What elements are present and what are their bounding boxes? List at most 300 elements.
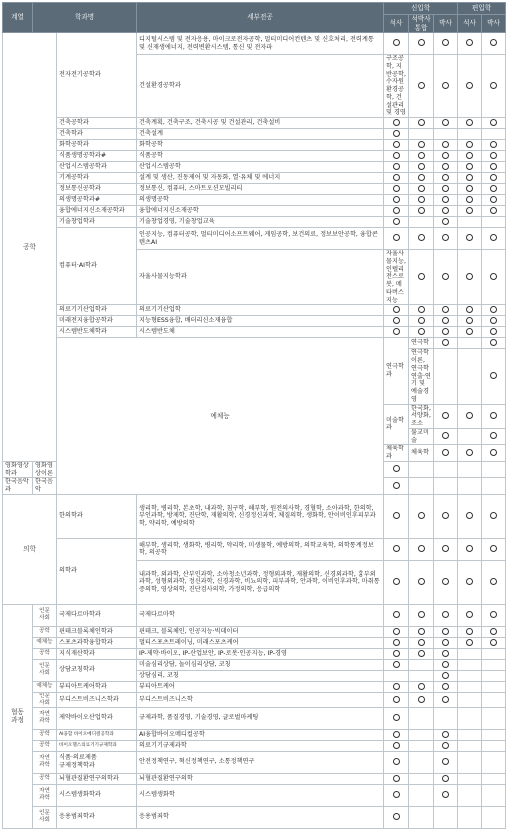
availability-cell (409, 604, 434, 626)
available-circle-icon (490, 273, 497, 280)
available-circle-icon (442, 449, 449, 456)
available-circle-icon (393, 306, 400, 313)
available-circle-icon (466, 152, 473, 159)
major-cell: 한국화, 서양화, 조소 (409, 404, 434, 428)
availability-cell (458, 316, 482, 327)
available-circle-icon (418, 196, 425, 203)
available-circle-icon (418, 328, 425, 335)
available-circle-icon (442, 39, 449, 46)
major-cell: 안전정책연구, 혁신정책연구, 소통정책연구 (137, 751, 384, 773)
available-circle-icon (393, 174, 400, 181)
availability-cell (409, 173, 434, 184)
available-circle-icon (393, 234, 400, 241)
department-cell: 연극학과 (384, 338, 409, 404)
availability-cell (482, 659, 506, 670)
header-category: 계열 (3, 3, 33, 33)
available-circle-icon (393, 163, 400, 170)
availability-cell (482, 637, 506, 648)
availability-cell (434, 206, 458, 217)
department-cell: 응용범죄학과 (57, 806, 137, 828)
availability-cell (482, 33, 506, 55)
availability-cell (409, 305, 434, 316)
availability-cell (458, 637, 482, 648)
available-circle-icon (442, 661, 449, 668)
availability-cell (409, 681, 434, 692)
availability-cell (434, 33, 458, 55)
available-circle-icon (418, 611, 425, 618)
available-circle-icon (393, 545, 400, 552)
available-circle-icon (393, 512, 400, 519)
availability-cell (384, 140, 409, 151)
availability-cell (482, 494, 506, 538)
availability-cell (434, 637, 458, 648)
department-cell: 의학과 (57, 538, 137, 604)
availability-cell (434, 659, 458, 670)
available-circle-icon (418, 545, 425, 552)
available-circle-icon (393, 742, 400, 749)
availability-cell (384, 494, 409, 538)
availability-cell (458, 404, 482, 428)
availability-cell (482, 773, 506, 784)
department-cell: 화학공학과 (57, 140, 137, 151)
department-cell: AI융합 바이오메디컬공학과 (57, 729, 137, 740)
available-circle-icon (393, 218, 400, 225)
table-row (3, 806, 506, 828)
availability-cell (384, 538, 409, 560)
available-circle-icon (418, 174, 425, 181)
availability-cell (458, 195, 482, 206)
major-cell: 디지털시스템 및 전자응용, 마이크로전자공학, 멀티미디어컨텐츠 및 신호처리, 전력계통 및 신재생에너지, 전력변환시스템, 통신 및 전자파 (137, 33, 384, 55)
available-circle-icon (393, 650, 400, 657)
availability-cell (434, 604, 458, 626)
major-cell: 불교미술 (409, 428, 434, 445)
table-row (3, 305, 506, 316)
availability-cell (458, 338, 482, 349)
availability-cell (434, 151, 458, 162)
availability-cell (482, 250, 506, 305)
table-row (3, 784, 506, 806)
availability-cell (409, 692, 434, 707)
department-cell: 융합에너지신소재공학과 (57, 206, 137, 217)
available-circle-icon (490, 82, 497, 89)
available-circle-icon (466, 545, 473, 552)
availability-cell (409, 740, 434, 751)
major-cell: 뇌혈관질환연구의학 (137, 773, 384, 784)
availability-cell (458, 140, 482, 151)
table-row (3, 118, 506, 129)
availability-cell (434, 338, 458, 349)
available-circle-icon (442, 82, 449, 89)
available-circle-icon (418, 141, 425, 148)
graduate-programs-table (2, 2, 506, 829)
availability-cell (434, 118, 458, 129)
availability-cell (409, 33, 434, 55)
availability-cell (458, 681, 482, 692)
subcategory-cell: 공학 (33, 626, 57, 637)
available-circle-icon (490, 207, 497, 214)
availability-cell (482, 140, 506, 151)
availability-cell (482, 206, 506, 217)
subcategory-cell: 공학 (33, 773, 57, 784)
availability-cell (409, 538, 434, 560)
availability-cell (384, 560, 409, 604)
department-cell: 식품생명공학과# (57, 151, 137, 162)
available-circle-icon (442, 141, 449, 148)
major-cell: 내과학, 외과학, 산부인과학, 소아청소년과학, 정형외과학, 재활의학, 신경외과학, 흉부외과학, 성형외과학, 정신과학, 신경과학, 비뇨의학, 피부과학, 안과학, 이비인후과학, 마취통증의학, 영상의학, 진단검사의학, 가정의학, 응급의학 (137, 560, 384, 604)
availability-cell (434, 494, 458, 538)
availability-cell (482, 338, 506, 349)
available-circle-icon (490, 339, 497, 346)
table-row (3, 129, 506, 140)
availability-cell (409, 784, 434, 806)
availability-cell (434, 404, 458, 428)
available-circle-icon (418, 119, 425, 126)
available-circle-icon (393, 185, 400, 192)
available-circle-icon (466, 196, 473, 203)
available-circle-icon (393, 482, 400, 489)
available-circle-icon (490, 611, 497, 618)
subcategory-cell: 인문 사회 (33, 604, 57, 626)
availability-cell (458, 305, 482, 316)
availability-cell (434, 316, 458, 327)
availability-cell (384, 751, 409, 773)
availability-cell (434, 648, 458, 659)
availability-cell (458, 118, 482, 129)
available-circle-icon (490, 185, 497, 192)
availability-cell (482, 327, 506, 338)
availability-cell (409, 195, 434, 206)
available-circle-icon (418, 163, 425, 170)
availability-cell (458, 162, 482, 173)
department-cell: 기술창업학과 (57, 217, 137, 228)
available-circle-icon (442, 119, 449, 126)
department-cell: 뇌혈관질환연구의학과 (57, 773, 137, 784)
available-circle-icon (393, 317, 400, 324)
availability-cell (434, 626, 458, 637)
department-cell: 자율사물지능학과 (137, 250, 384, 305)
available-circle-icon (393, 714, 400, 721)
availability-cell (482, 404, 506, 428)
available-circle-icon (418, 639, 425, 646)
subcategory-cell: 자연 과학 (33, 784, 57, 806)
major-cell: 체육학 (409, 445, 434, 462)
available-circle-icon (393, 465, 400, 472)
available-circle-icon (442, 512, 449, 519)
availability-cell (482, 692, 506, 707)
available-circle-icon (393, 39, 400, 46)
major-cell: 설계 및 생산, 진동제어 및 자동화, 열·유체 및 에너지 (137, 173, 384, 184)
available-circle-icon (490, 639, 497, 646)
available-circle-icon (490, 152, 497, 159)
availability-cell (434, 305, 458, 316)
available-circle-icon (466, 141, 473, 148)
availability-cell (434, 740, 458, 751)
available-circle-icon (466, 628, 473, 635)
availability-cell (482, 707, 506, 729)
availability-cell (409, 327, 434, 338)
availability-cell (434, 349, 458, 404)
availability-cell (482, 195, 506, 206)
available-circle-icon (442, 218, 449, 225)
major-cell: 의생명공학 (137, 195, 384, 206)
major-cell: AI융합바이오메디컬공학 (137, 729, 384, 740)
availability-cell (482, 349, 506, 404)
table-row (3, 773, 506, 784)
available-circle-icon (442, 432, 449, 439)
availability-cell (482, 184, 506, 195)
available-circle-icon (442, 339, 449, 346)
availability-cell (458, 55, 482, 118)
availability-cell (434, 217, 458, 228)
table-row (3, 206, 506, 217)
table-row (3, 184, 506, 195)
availability-cell (409, 560, 434, 604)
availability-cell (482, 217, 506, 228)
available-circle-icon (490, 628, 497, 635)
subcategory-cell: 예체능 (33, 637, 57, 648)
available-circle-icon (442, 234, 449, 241)
major-cell: 뷰티아트케어 (137, 681, 384, 692)
availability-cell (384, 740, 409, 751)
department-cell: 전자전기공학과 (57, 33, 137, 118)
table-row (3, 140, 506, 151)
availability-cell (384, 659, 409, 670)
availability-cell (482, 316, 506, 327)
department-cell: 식품·의료제품 규제정책학과 (57, 751, 137, 773)
department-cell: 한국음악과 (3, 478, 33, 495)
availability-cell (482, 461, 506, 478)
department-cell: 부디스트비즈니스학과 (57, 692, 137, 707)
availability-cell (409, 751, 434, 773)
availability-cell (458, 659, 482, 670)
major-cell: 의료기기규제과학 (137, 740, 384, 751)
available-circle-icon (490, 328, 497, 335)
available-circle-icon (466, 512, 473, 519)
availability-cell (482, 445, 506, 462)
major-cell: 멀티스포츠트레이닝, 미래스포츠케어 (137, 637, 384, 648)
major-cell: 시스템반도체 (137, 327, 384, 338)
availability-cell (458, 428, 482, 445)
table-row (3, 626, 506, 637)
major-cell: 시스템생화학 (137, 784, 384, 806)
available-circle-icon (393, 683, 400, 690)
available-circle-icon (442, 207, 449, 214)
available-circle-icon (442, 696, 449, 703)
availability-cell (482, 228, 506, 250)
availability-cell (409, 151, 434, 162)
available-circle-icon (442, 650, 449, 657)
availability-cell (458, 250, 482, 305)
subcategory-cell: 자연 과학 (33, 707, 57, 729)
availability-cell (482, 670, 506, 681)
availability-cell (458, 648, 482, 659)
table-row (3, 327, 506, 338)
subcategory-cell: 인문 사회 (33, 692, 57, 707)
availability-cell (409, 494, 434, 538)
availability-cell (409, 637, 434, 648)
available-circle-icon (490, 141, 497, 148)
availability-cell (384, 681, 409, 692)
major-cell: 응용범죄학 (137, 806, 384, 828)
availability-cell (458, 494, 482, 538)
availability-cell (434, 681, 458, 692)
available-circle-icon (466, 273, 473, 280)
availability-cell (434, 445, 458, 462)
availability-cell (458, 349, 482, 404)
availability-cell (434, 707, 458, 729)
availability-cell (409, 461, 434, 478)
availability-cell (409, 206, 434, 217)
available-circle-icon (442, 791, 449, 798)
subcategory-cell: 인문 사회 (33, 659, 57, 681)
department-cell: 뷰티아트케어학과 (57, 681, 137, 692)
category-cell: 예체능 (57, 338, 384, 495)
table-row (3, 173, 506, 184)
available-circle-icon (490, 119, 497, 126)
department-cell: 핀테크블록체인학과 (57, 626, 137, 637)
available-circle-icon (418, 185, 425, 192)
available-circle-icon (466, 39, 473, 46)
department-cell: 영화영상학과 (3, 461, 33, 478)
availability-cell (434, 327, 458, 338)
table-row (3, 338, 506, 349)
table-row (3, 494, 506, 538)
available-circle-icon (490, 432, 497, 439)
table-row (3, 195, 506, 206)
department-cell: 건축공학과 (57, 118, 137, 129)
availability-cell (458, 560, 482, 604)
availability-cell (458, 461, 482, 478)
availability-cell (482, 129, 506, 140)
available-circle-icon (466, 412, 473, 419)
major-cell: 연극학 (409, 338, 434, 349)
availability-cell (458, 626, 482, 637)
major-cell: IP-제약·바이오, IP-산업보안, IP-로봇·인공지능, IP-경영 (137, 648, 384, 659)
availability-cell (409, 118, 434, 129)
availability-cell (409, 316, 434, 327)
available-circle-icon (442, 174, 449, 181)
available-circle-icon (442, 742, 449, 749)
major-cell: 기술창업경영, 기술창업교육 (137, 217, 384, 228)
availability-cell (409, 250, 434, 305)
available-circle-icon (393, 628, 400, 635)
available-circle-icon (442, 578, 449, 585)
availability-cell (384, 118, 409, 129)
availability-cell (384, 305, 409, 316)
availability-cell (409, 773, 434, 784)
availability-cell (482, 428, 506, 445)
department-cell: 상담코칭학과 (57, 659, 137, 681)
major-cell: 부디스트비즈니스학 (137, 692, 384, 707)
major-cell: 영화영상이론 (33, 461, 57, 478)
available-circle-icon (442, 683, 449, 690)
availability-cell (434, 250, 458, 305)
header-doctor: 박사 (434, 15, 458, 33)
subcategory-cell: 자연 과학 (33, 751, 57, 773)
availability-cell (434, 784, 458, 806)
available-circle-icon (466, 611, 473, 618)
category-cell: 협동 과정 (3, 604, 33, 828)
availability-cell (482, 173, 506, 184)
major-cell: 지능형ESS융합, 배터리신소재융합 (137, 316, 384, 327)
availability-cell (384, 33, 409, 55)
availability-cell (409, 806, 434, 828)
availability-cell (384, 806, 409, 828)
available-circle-icon (393, 141, 400, 148)
available-circle-icon (418, 696, 425, 703)
available-circle-icon (490, 39, 497, 46)
department-cell: 의료기기산업학과 (57, 305, 137, 316)
available-circle-icon (490, 306, 497, 313)
availability-cell (434, 162, 458, 173)
available-circle-icon (393, 696, 400, 703)
availability-cell (482, 604, 506, 626)
availability-cell (384, 206, 409, 217)
department-cell: 시스템생화학과 (57, 784, 137, 806)
availability-cell (482, 751, 506, 773)
availability-cell (458, 707, 482, 729)
subcategory-cell: 공학 (33, 729, 57, 740)
department-cell: 국제다르마학과 (57, 604, 137, 626)
table-row (3, 729, 506, 740)
available-circle-icon (490, 174, 497, 181)
availability-cell (458, 129, 482, 140)
available-circle-icon (442, 317, 449, 324)
availability-cell (482, 55, 506, 118)
table-row (3, 316, 506, 327)
availability-cell (458, 784, 482, 806)
availability-cell (434, 538, 458, 560)
department-cell: 시스템반도체학과 (57, 327, 137, 338)
availability-cell (458, 228, 482, 250)
available-circle-icon (393, 578, 400, 585)
availability-cell (409, 140, 434, 151)
availability-cell (409, 478, 434, 495)
table-row (3, 740, 506, 751)
available-circle-icon (393, 639, 400, 646)
available-circle-icon (393, 791, 400, 798)
availability-cell (434, 129, 458, 140)
availability-cell (434, 670, 458, 681)
availability-cell (458, 184, 482, 195)
availability-cell (384, 184, 409, 195)
availability-cell (482, 626, 506, 637)
department-cell: 미래전지융합공학과 (57, 316, 137, 327)
department-cell: 건설환경공학과 (137, 55, 384, 118)
availability-cell (458, 478, 482, 495)
availability-cell (409, 648, 434, 659)
availability-cell (434, 692, 458, 707)
availability-cell (482, 118, 506, 129)
header-transfer-admission: 편입학 (458, 3, 506, 15)
availability-cell (458, 806, 482, 828)
availability-cell (458, 729, 482, 740)
available-circle-icon (442, 306, 449, 313)
availability-cell (482, 478, 506, 495)
header-new-admission: 신입학 (384, 3, 458, 15)
availability-cell (434, 729, 458, 740)
availability-cell (409, 670, 434, 681)
header-department: 학과명 (33, 3, 137, 33)
available-circle-icon (418, 628, 425, 635)
availability-cell (409, 184, 434, 195)
available-circle-icon (418, 39, 425, 46)
department-cell: 산업시스템공학과 (57, 162, 137, 173)
availability-cell (458, 773, 482, 784)
availability-cell (482, 648, 506, 659)
availability-cell (409, 55, 434, 118)
available-circle-icon (418, 306, 425, 313)
